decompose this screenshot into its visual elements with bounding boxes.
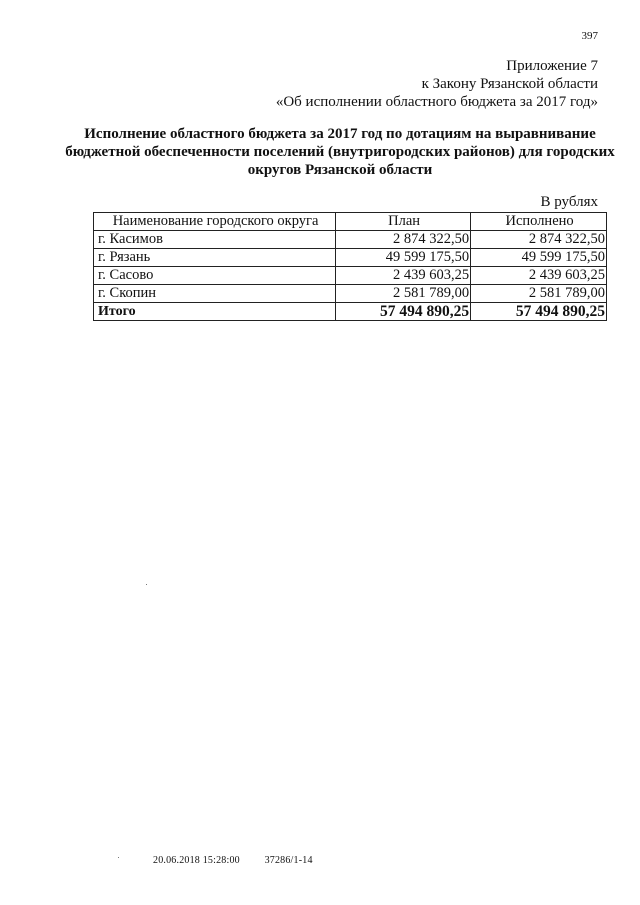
executed-cell: 2 581 789,00 xyxy=(471,285,607,303)
executed-cell: 2 874 322,50 xyxy=(471,231,607,249)
table-row xyxy=(94,231,607,249)
scan-speck xyxy=(146,584,147,585)
table-row xyxy=(94,249,607,267)
district-name-cell: г. Касимов xyxy=(94,231,336,249)
plan-cell: 2 874 322,50 xyxy=(336,231,471,249)
total-executed-cell: 57 494 890,25 xyxy=(471,303,607,321)
plan-cell: 2 439 603,25 xyxy=(336,267,471,285)
header-executed: Исполнено xyxy=(471,213,607,231)
executed-cell: 2 439 603,25 xyxy=(471,267,607,285)
units-label: В рублях xyxy=(540,194,598,210)
footer-datetime: 20.06.2018 15:28:00 xyxy=(153,855,240,866)
total-plan-cell: 57 494 890,25 xyxy=(336,303,471,321)
appendix-line-2: к Закону Рязанской области xyxy=(421,76,598,92)
appendix-line-3: «Об исполнении областного бюджета за 2017 год» xyxy=(275,94,598,110)
scan-speck xyxy=(118,857,119,858)
document-title: Исполнение областного бюджета за 2017 год по дотациям на выравнивание бюджетной обеспеченности поселений (внутригородских районов) для городских округов Рязанской области xyxy=(65,126,615,178)
plan-cell: 2 581 789,00 xyxy=(336,285,471,303)
table-total-row xyxy=(94,303,607,321)
table-header-row xyxy=(94,213,607,231)
total-label-cell: Итого xyxy=(94,303,336,321)
page-number: 397 xyxy=(581,30,598,42)
appendix-reference xyxy=(276,57,598,111)
footer-stamp xyxy=(153,855,313,866)
footer-doc-code: 37286/1-14 xyxy=(264,855,313,866)
header-plan: План xyxy=(336,213,471,231)
plan-cell: 49 599 175,50 xyxy=(336,249,471,267)
header-district-name: Наименование городского округа xyxy=(94,213,336,231)
district-name-cell: г. Сасово xyxy=(94,267,336,285)
district-name-cell: г. Скопин xyxy=(94,285,336,303)
appendix-line-1: Приложение 7 xyxy=(506,58,598,74)
table-row xyxy=(94,285,607,303)
executed-cell: 49 599 175,50 xyxy=(471,249,607,267)
budget-table xyxy=(93,212,607,321)
table-row xyxy=(94,267,607,285)
district-name-cell: г. Рязань xyxy=(94,249,336,267)
